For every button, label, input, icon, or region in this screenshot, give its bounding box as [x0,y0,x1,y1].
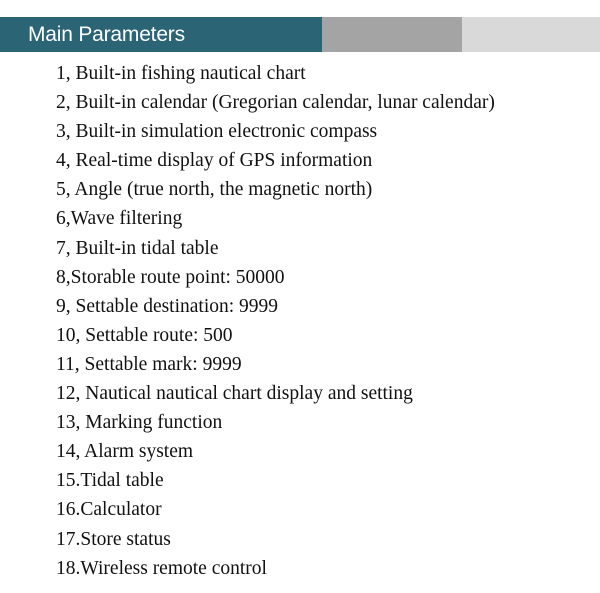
parameter-item: 17.Store status [56,528,171,550]
parameter-item: 8,Storable route point: 50000 [56,266,285,288]
parameter-item: 16.Calculator [56,499,162,521]
header-decor-dark-segment [322,17,462,52]
parameter-item: 9, Settable destination: 9999 [56,295,279,317]
parameter-item: 2, Built-in calendar (Gregorian calendar, lunar calendar) [56,92,495,114]
parameter-item: 3, Built-in simulation electronic compass [56,121,378,143]
section-title-block [0,17,322,52]
parameter-list [56,59,495,583]
parameter-item: 15.Tidal table [56,470,164,492]
parameter-item: 5, Angle (true north, the magnetic north) [56,179,373,201]
parameter-item: 4, Real-time display of GPS information [56,150,373,172]
parameter-item: 1, Built-in fishing nautical chart [56,63,306,84]
parameter-item: 10, Settable route: 500 [56,324,233,346]
section-title: Main Parameters [28,22,185,46]
parameter-item: 12, Nautical nautical chart display and setting [56,383,413,405]
parameter-item: 6,Wave filtering [56,208,183,230]
parameter-item: 18.Wireless remote control [56,557,267,579]
parameter-item: 7, Built-in tidal table [56,237,219,259]
header-decor-light-segment [462,17,600,52]
parameter-item: 13, Marking function [56,412,223,434]
parameter-item: 11, Settable mark: 9999 [56,353,242,375]
section-header [0,17,600,52]
parameter-item: 14, Alarm system [56,441,194,463]
